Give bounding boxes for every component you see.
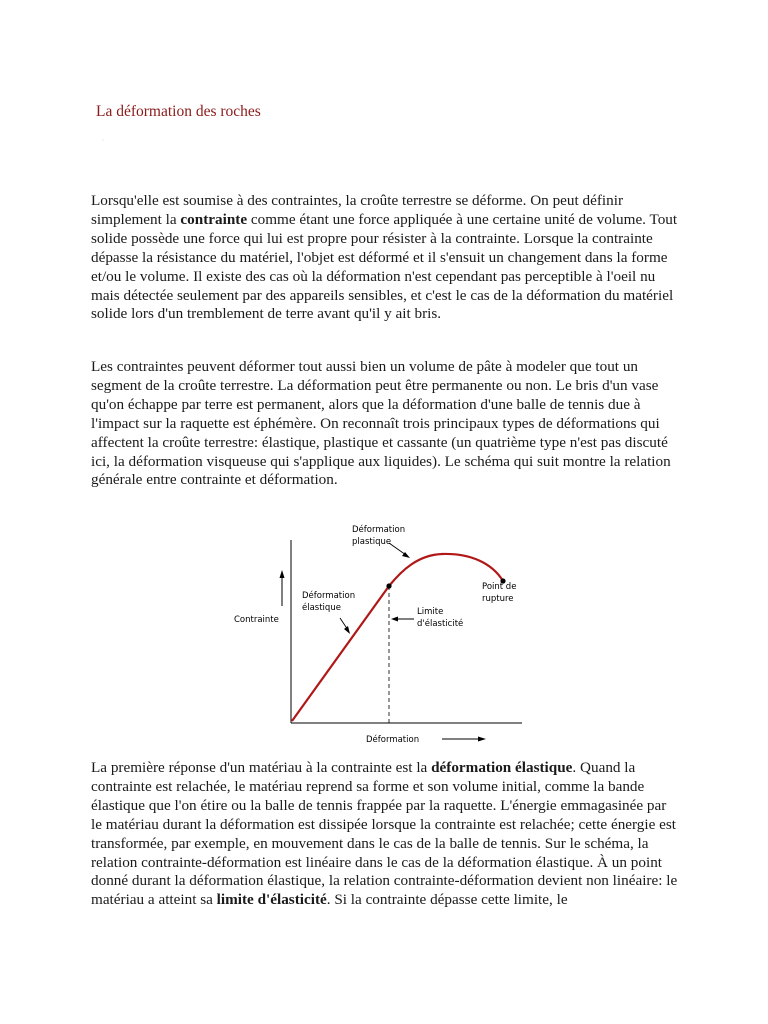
term-deformation-elastique: déformation élastique <box>431 759 573 776</box>
stray-mark: · <box>102 138 104 144</box>
elastic-pointer-head <box>344 626 350 634</box>
limit-label-2: d'élasticité <box>417 619 464 629</box>
plastic-label-2: plastique <box>352 537 392 547</box>
limit-label-1: Limite <box>417 607 444 617</box>
elastic-limit-point <box>386 583 391 588</box>
elastic-label-2: élastique <box>302 603 341 613</box>
stress-strain-diagram <box>230 520 530 750</box>
paragraph-1 <box>91 192 679 324</box>
term-limite-elasticite: limite d'élasticité <box>216 891 327 909</box>
x-axis-label: Déformation <box>366 735 420 745</box>
stress-strain-curve <box>292 554 503 721</box>
x-arrow-head <box>478 737 486 742</box>
paragraph-3 <box>91 759 679 910</box>
y-axis-label: Contrainte <box>234 615 279 625</box>
paragraph-3-text-c: . Si la contrainte dépasse cette limite, le <box>326 891 568 909</box>
paragraph-2: Les contraintes peuvent déformer tout aussi bien un volume de pâte à modeler que tout un segment de la croûte terrestre. La déformation peut être permanente ou non. Le bris d'un vase qu'on échappe par terre est permanent, alors que la déformation d'une balle de tennis due à l'impact sur la raquette est éphémère. On reconnaît trois principaux types de déformations qui affectent la croûte terrestre: élastique, plastique et cassante (un quatrième type n'est pas discuté ici, la déformation visqueuse qui s'applique aux liquides). Le schéma qui suit montre la relation générale entre contrainte et déformation. <box>91 358 671 489</box>
plastic-label-1: Déformation <box>352 525 406 535</box>
y-arrow-head <box>280 570 285 578</box>
paragraph-3-text-b: . Quand la contrainte est relachée, le matériau reprend sa forme et son volume initial, comme la bande élastique que l'on étire ou la balle de tennis frappée par la raquette. L'énergie emmagasinée par le matériau durant la déformation est dissipée lorsque la contrainte est relachée; cette énergie est transformée, par exemple, en mouvement dans le cas de la balle de tennis. Sur le schéma, la relation contrainte-déformation est linéaire dans le cas de la déformation élastique. À un point donné durant la déformation élastique, la relation contrainte-déformation devient non linéaire: le matériau a atteint sa <box>91 759 678 909</box>
elastic-label-1: Déformation <box>302 591 356 601</box>
rupture-label-2: rupture <box>482 594 514 604</box>
term-contrainte: contrainte <box>180 210 248 228</box>
limit-pointer-head <box>391 617 398 622</box>
paragraph-1-text-b: comme étant une force appliquée à une certaine unité de volume. Tout solide possède une force qui lui est propre pour résister à la contrainte. Lorsque la contrainte dépasse la résistance du matériel, l'objet est déformé et il s'ensuit un changement dans la forme et/ou le volume. Il existe des cas où la déformation n'est cependant pas perceptible à l'oeil nu mais détectée seulement par des appareils sensibles, et c'est le cas de la déformation du matériel solide lors d'un tremblement de terre avant qu'il y ait bris. <box>91 210 678 323</box>
paragraph-1-text-a: Lorsqu'elle est soumise à des contraintes, la croûte terrestre se déforme. On peut définir simplement la <box>91 192 623 228</box>
page-title: La déformation des roches <box>96 103 261 120</box>
plastic-pointer <box>389 543 406 555</box>
paragraph-3-text-a: La première réponse d'un matériau à la contrainte est la <box>91 759 432 776</box>
rupture-label-1: Point de <box>482 582 517 592</box>
